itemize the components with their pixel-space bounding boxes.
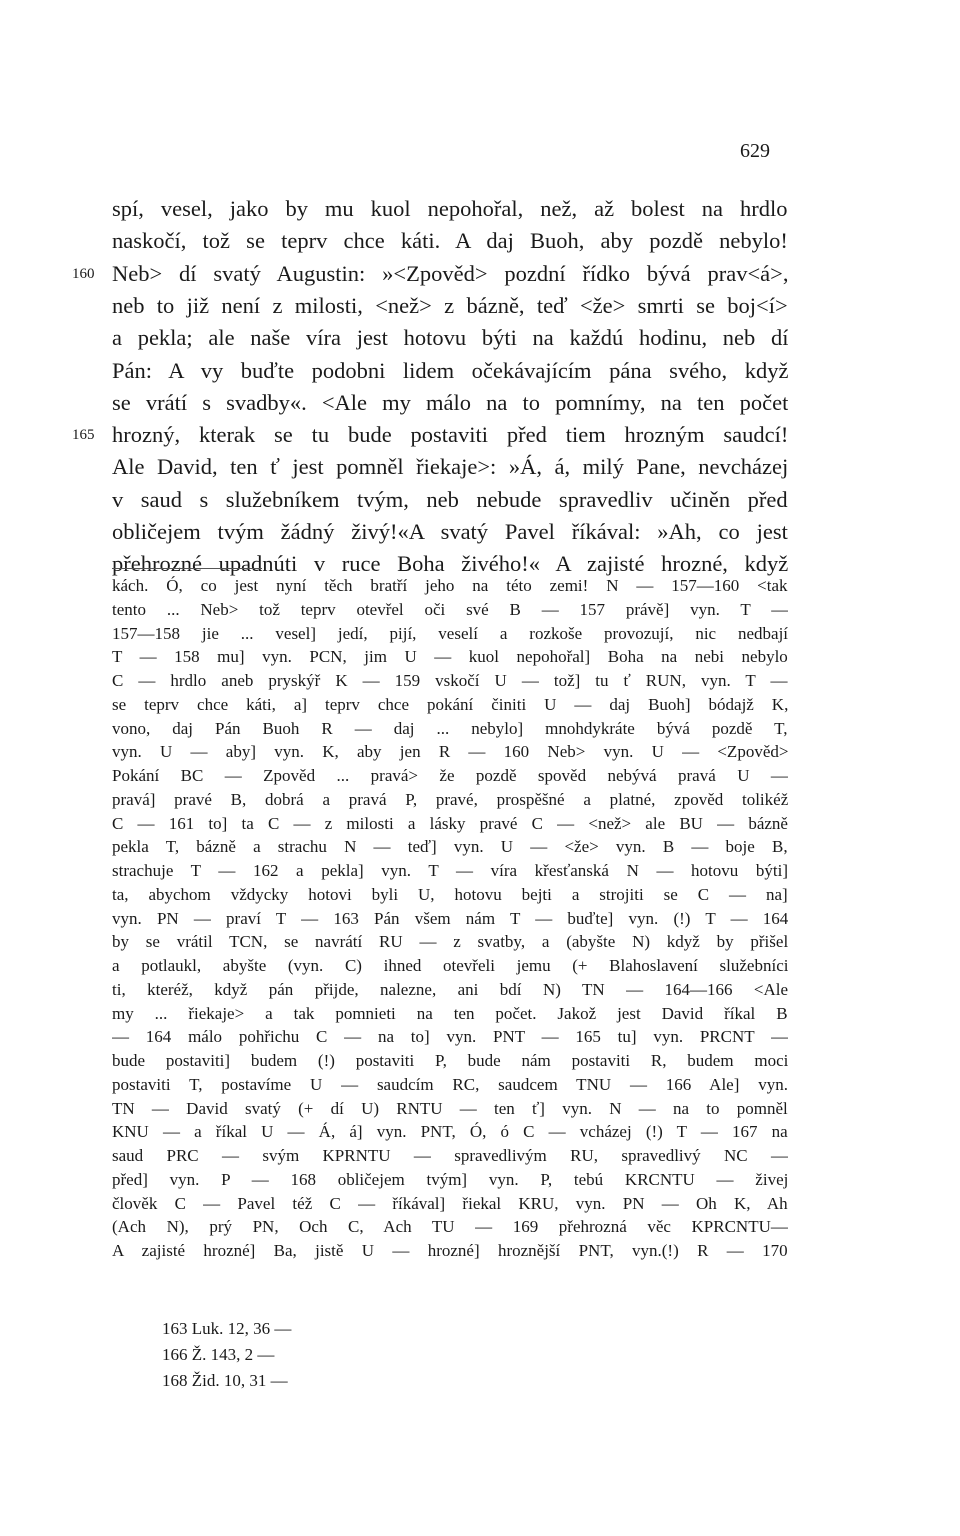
apparatus-line: (Ach N), prý PN, Och C, Ach TU — 169 přehrozná věc KPRCNTU— <box>112 1217 788 1237</box>
apparatus-line: bude postaviti] budem (!) postaviti P, bude nám postaviti R, budem moci <box>112 1051 788 1070</box>
apparatus-line: vyn. U — aby] vyn. K, aby jen R — 160 Neb> vyn. U — <Zpověd> <box>112 742 788 762</box>
text-line: a pekla; ale naše víra jest hotovu býti na každú hodinu, neb dí <box>112 325 788 351</box>
apparatus-line: strachuje T — 162 a pekla] vyn. T — víra křesťanská N — hotovu býti] <box>112 861 788 880</box>
text-line: přehrozné upadnúti v ruce Boha živého!« A zajisté hrozné, když <box>112 551 788 577</box>
apparatus-line: ta, abychom vždycky hotovi byli U, hotovu bejti a strojiti se C — na] <box>112 884 788 904</box>
apparatus-line: před] vyn. P — 168 obličejem tvým] vyn. P, tebú KRCNTU — živej <box>112 1169 788 1189</box>
reference-line: 163 Luk. 12, 36 — <box>162 1319 292 1338</box>
text-line: spí, vesel, jako by mu kuol nepohořal, než, až bolest na hrdlo <box>112 196 788 221</box>
footnote-divider <box>112 568 262 569</box>
apparatus-line: se teprv chce káti, a] teprv chce pokání činiti U — daj Buoh] bódajž K, <box>112 694 788 714</box>
apparatus-line: pravá] pravé B, dobrá a pravá P, pravé, prospěšné a platné, zpověd tolikéž <box>112 789 788 809</box>
text-line: obličejem tvým žádný živý!«A svatý Pavel říkával: »Ah, co jest <box>112 519 788 544</box>
text-line: hrozný, kterak se tu bude postaviti před tiem hrozným saudcí! <box>112 422 788 448</box>
text-line: v saud s služebníkem tvým, neb nebude spravedliv učiněn před <box>112 486 788 512</box>
apparatus-line: by se vrátil TCN, se navrátí RU — z svatby, a (abyšte N) když by přišel <box>112 932 788 952</box>
apparatus-line: kách. Ó, co jest nyní těch bratří jeho na této zemi! N — 157—160 <tak <box>112 576 788 595</box>
apparatus-line: postaviti T, postavíme U — saudcím RC, saudcem TNU — 166 Ale] vyn. <box>112 1074 788 1094</box>
apparatus-line: T — 158 mu] vyn. PCN, jim U — kuol nepohořal] Boha na nebi nebylo <box>112 647 788 667</box>
reference-line: 166 Ž. 143, 2 — <box>162 1345 275 1364</box>
apparatus-line: Pokání BC — Zpověd ... pravá> že pozdě spověd nebývá pravá U — <box>112 766 788 785</box>
line-number: 160 <box>72 265 95 282</box>
apparatus-line: KNU — a říkal U — Á, á] vyn. PNT, Ó, ó C — vcházej (!) T — 167 na <box>112 1122 788 1142</box>
apparatus-line: saud PRC — svým KPRNTU — spravedlivým RU, spravedlivý NC — <box>112 1146 788 1165</box>
apparatus-line: A zajisté hrozné] Ba, jistě U — hrozné] hroznější PNT, vyn.(!) R — 170 <box>112 1241 788 1260</box>
apparatus-line: my ... řiekaje> a tak pomnieti na ten počet. Jakož jest David říkal B <box>112 1003 788 1023</box>
text-line: Pán: A vy buďte podobni lidem očekávajícím pána svého, když <box>112 357 788 383</box>
apparatus-line: pekla T, bázně a strachu N — teď] vyn. U — <že> vyn. B — boje B, <box>112 837 788 857</box>
apparatus-line: vyn. PN — praví T — 163 Pán všem nám T — buďte] vyn. (!) T — 164 <box>112 908 788 928</box>
apparatus-line: TN — David svatý (+ dí U) RNTU — ten ť] vyn. N — na to pomněl <box>112 1098 788 1118</box>
apparatus-line: — 164 málo pohřichu C — na to] vyn. PNT — 165 tu] vyn. PRCNT — <box>112 1027 788 1047</box>
text-line: neb to již není z milosti, <než> z bázně, teď <že> smrti se boj<í> <box>112 292 788 318</box>
text-line: Ale David, ten ť jest pomněl řiekaje>: »Á, á, milý Pane, nevcházej <box>112 454 788 480</box>
text-line: naskočí, tož se teprv chce káti. A daj Buoh, aby pozdě nebylo! <box>112 228 788 254</box>
apparatus-line: ti, kteréž, když pán přijde, nalezne, ani bdí N) TN — 164—166 <Ale <box>112 979 788 999</box>
apparatus-line: tento ... Neb> tož teprv otevřel oči své B — 157 právě] vyn. T — <box>112 599 788 619</box>
text-line: Neb> dí svatý Augustin: »<Zpověd> pozdní řídko bývá prav<á>, <box>112 260 788 286</box>
apparatus-line: C — 161 to] ta C — z milosti a lásky pravé C — <než> ale BU — bázně <box>112 813 788 833</box>
apparatus-line: člověk C — Pavel též C — říkával] řiekal KRU, vyn. PN — Oh K, Ah <box>112 1193 788 1213</box>
apparatus-line: 157—158 jie ... vesel] jedí, pijí, veselí a rozkoše provozují, nic nedbají <box>112 623 788 643</box>
apparatus-line: a potlaukl, abyšte (vyn. C) ihned otevřeli jemu (+ Blahoslavení služebníci <box>112 956 788 975</box>
apparatus-line: C — hrdlo aneb pryskýř K — 159 vskočí U — tož] tu ť RUN, vyn. T — <box>112 671 788 690</box>
reference-line: 168 Žid. 10, 31 — <box>162 1371 288 1390</box>
line-number: 165 <box>72 427 95 444</box>
text-line: se vrátí s svadby«. <Ale my málo na to pomnímy, na ten počet <box>112 389 788 415</box>
page-number: 629 <box>740 140 770 162</box>
apparatus-line: vono, daj Pán Buoh R — daj ... nebylo] mnohdykráte bývá pozdě T, <box>112 718 788 738</box>
